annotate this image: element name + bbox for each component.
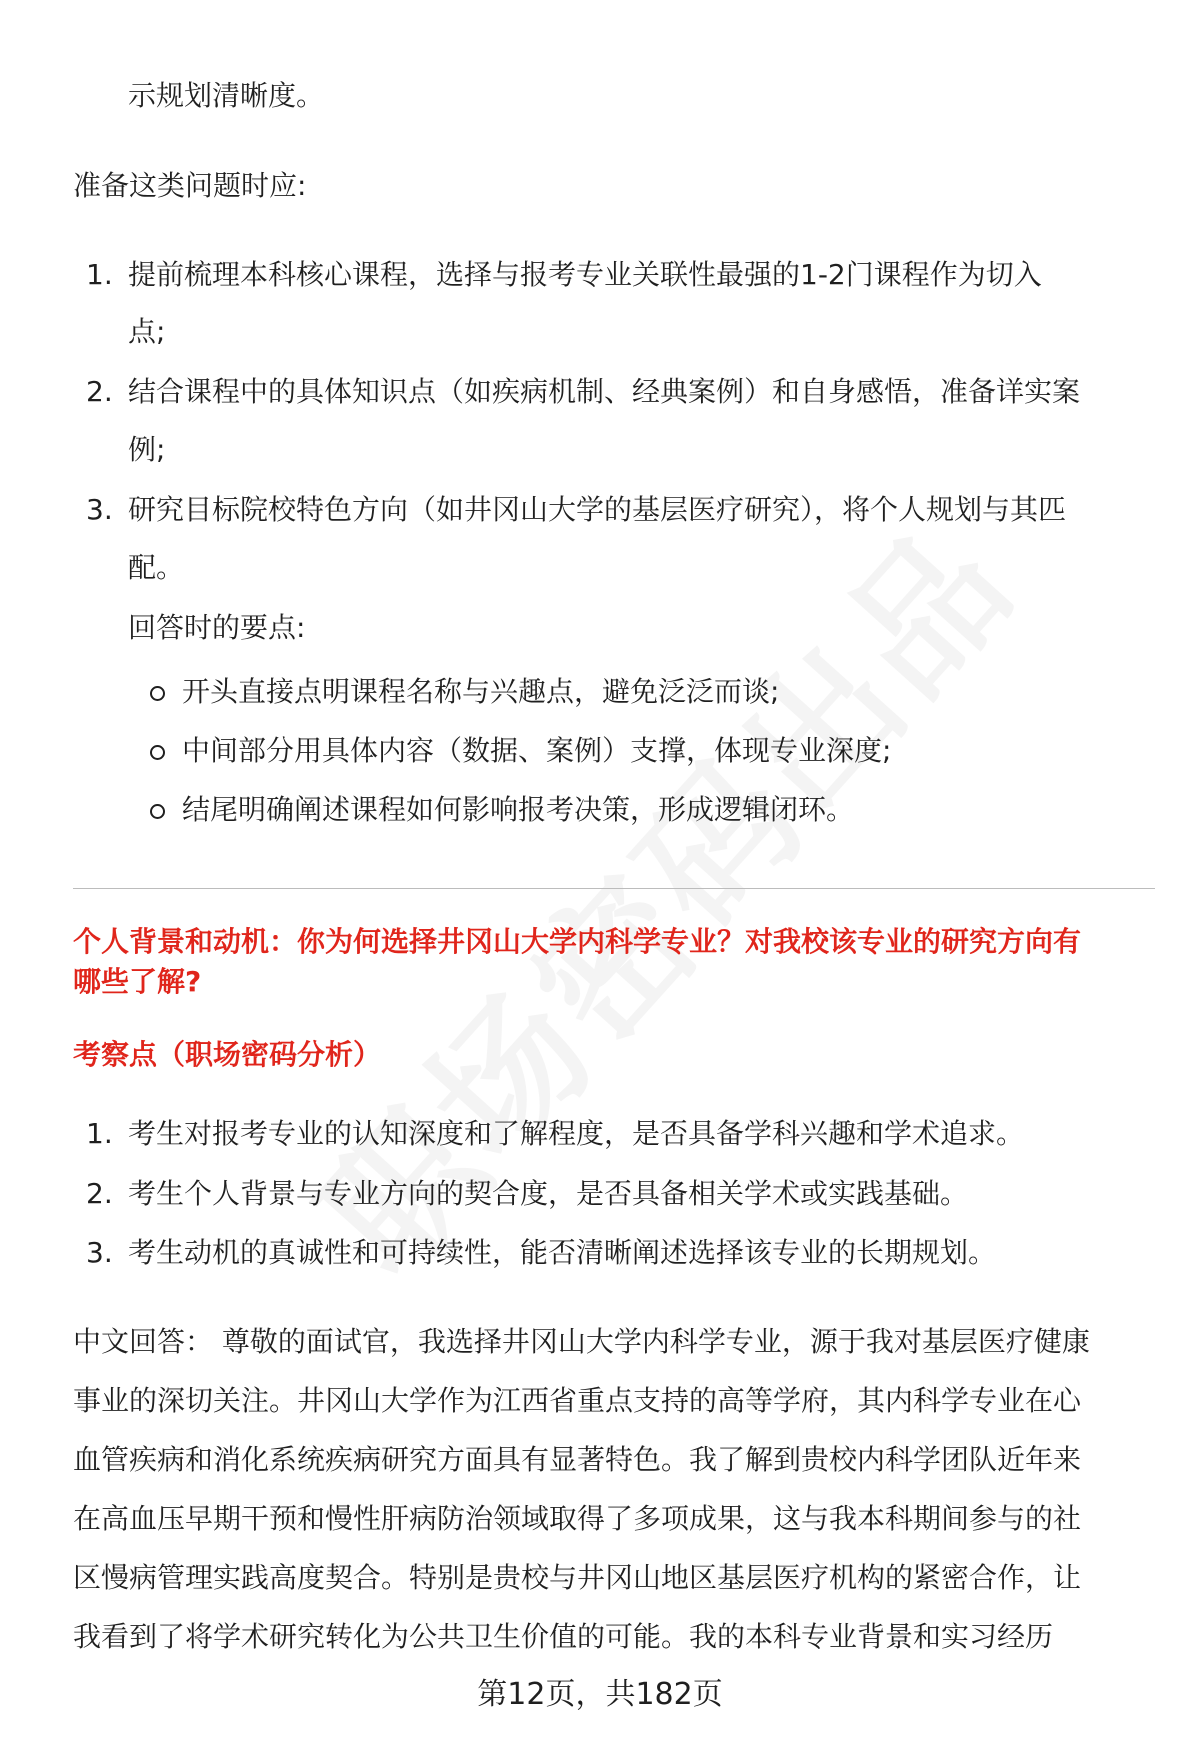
circle-bullet-icon [150, 686, 165, 701]
answer-line: 中文回答： 尊敬的面试官，我选择井冈山大学内科学专业，源于我对基层医疗健康 [73, 1325, 1090, 1358]
circle-bullet-icon [150, 745, 165, 760]
list-item-continuation: 例; [128, 433, 166, 466]
list-item: 考生对报考专业的认知深度和了解程度，是否具备学科兴趣和学术追求。 [128, 1117, 1025, 1150]
page-number: 第12页，共182页 [477, 1677, 723, 1712]
list-number: 3. [86, 1236, 113, 1269]
list-number: 3. [86, 493, 113, 526]
question-title: 个人背景和动机：你为何选择井冈山大学内科学专业？对我校该专业的研究方向有 [73, 925, 1082, 958]
answer-points-heading: 回答时的要点: [128, 611, 306, 644]
answer-line: 事业的深切关注。井冈山大学作为江西省重点支持的高等学府，其内科学专业在心 [73, 1384, 1082, 1417]
list-item-continuation: 点; [128, 315, 166, 348]
list-item: 结尾明确阐述课程如何影响报考决策，形成逻辑闭环。 [182, 793, 855, 826]
answer-line: 在高血压早期干预和慢性肝病防治领域取得了多项成果，这与我本科期间参与的社 [73, 1502, 1082, 1535]
circle-bullet-icon [150, 804, 165, 819]
analysis-heading: 考察点（职场密码分析） [73, 1038, 382, 1071]
list-number: 2. [86, 375, 113, 408]
list-item: 开头直接点明课程名称与兴趣点，避免泛泛而谈; [182, 675, 780, 708]
answer-line: 血管疾病和消化系统疾病研究方面具有显著特色。我了解到贵校内科学团队近年来 [73, 1443, 1082, 1476]
list-item: 结合课程中的具体知识点（如疾病机制、经典案例）和自身感悟，准备详实案 [128, 375, 1081, 408]
answer-line: 我看到了将学术研究转化为公共卫生价值的可能。我的本科专业背景和实习经历 [73, 1620, 1054, 1653]
list-item: 考生个人背景与专业方向的契合度，是否具备相关学术或实践基础。 [128, 1177, 969, 1210]
list-item: 提前梳理本科核心课程，选择与报考专业关联性最强的1-2门课程作为切入 [128, 258, 1042, 291]
section-divider [73, 888, 1155, 889]
answer-line: 区慢病管理实践高度契合。特别是贵校与井冈山地区基层医疗机构的紧密合作，让 [73, 1561, 1082, 1594]
list-number: 1. [86, 1117, 113, 1150]
list-number: 1. [86, 258, 113, 291]
prep-heading: 准备这类问题时应: [73, 169, 307, 202]
list-number: 2. [86, 1177, 113, 1210]
continuation-text: 示规划清晰度。 [128, 79, 325, 112]
list-item: 中间部分用具体内容（数据、案例）支撑，体现专业深度; [182, 734, 892, 767]
list-item: 考生动机的真诚性和可持续性，能否清晰阐述选择该专业的长期规划。 [128, 1236, 997, 1269]
question-title-continuation: 哪些了解? [73, 965, 202, 998]
list-item: 研究目标院校特色方向（如井冈山大学的基层医疗研究），将个人规划与其匹 [128, 493, 1067, 526]
list-item-continuation: 配。 [128, 551, 185, 584]
